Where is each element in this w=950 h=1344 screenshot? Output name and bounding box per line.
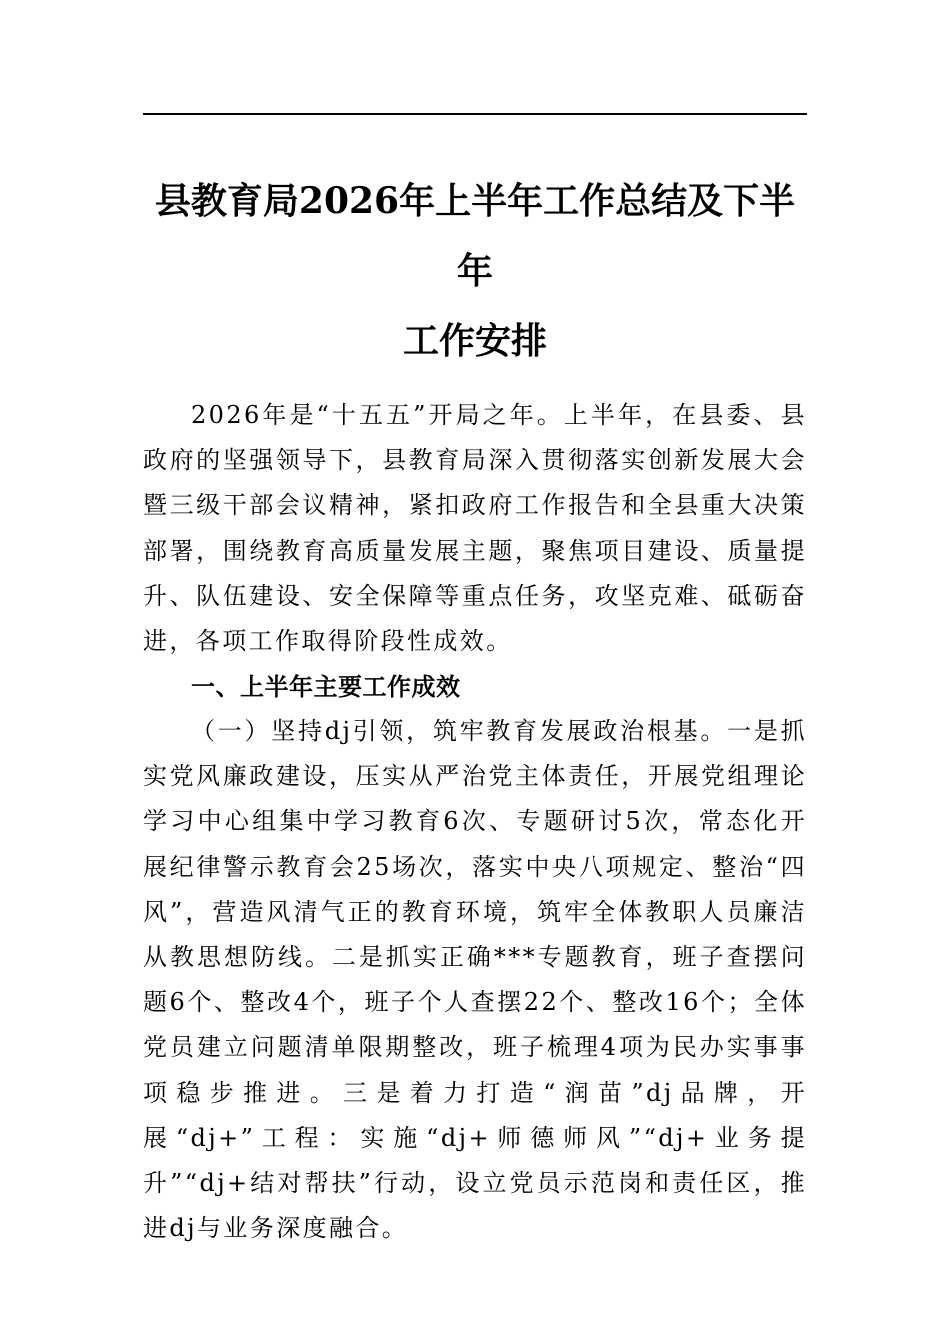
title-line-1: 县教育局2026年上半年工作总结及下半年 <box>154 180 796 292</box>
header-rule <box>143 113 807 115</box>
intro-paragraph: 2026年是“十五五”开局之年。上半年，在县委、县政府的坚强领导下，县教育局深入贯彻落实创新发展大会暨三级干部会议精神，紧扣政府工作报告和全县重大决策部署，围绕教育高质量发展主题，聚焦项目建设、质量提升、队伍建设、安全保障等重点任务，攻坚克难、砥砺奋进，各项工作取得阶段性成效。 <box>143 401 807 656</box>
document-title <box>143 166 807 376</box>
section-heading-1: 一、上半年主要工作成效 <box>191 673 461 701</box>
body-paragraph-1: （一）坚持dj引领，筑牢教育发展政治根基。一是抓实党风廉政建设，压实从严治党主体责任，开展党组理论学习中心组集中学习教育6次、专题研讨5次，常态化开展纪律警示教育会25场次，落实中央八项规定、整治“四风”，营造风清气正的教育环境，筑牢全体教职人员廉洁从教思想防线。二是抓实正确***专题教育，班子查摆问题6个、整改4个，班子个人查摆22个、整改16个；全体党员建立问题清单限期整改，班子梳理4项为民办实事事项稳步推进。三是着力打造“润苗”dj品牌，开展“dj+”工程：实施“dj+师德师风”“dj+业务提升”“dj+结对帮扶”行动，设立党员示范岗和责任区，推进dj与业务深度融合。 <box>143 717 807 1243</box>
title-line-2: 工作安排 <box>402 320 547 362</box>
